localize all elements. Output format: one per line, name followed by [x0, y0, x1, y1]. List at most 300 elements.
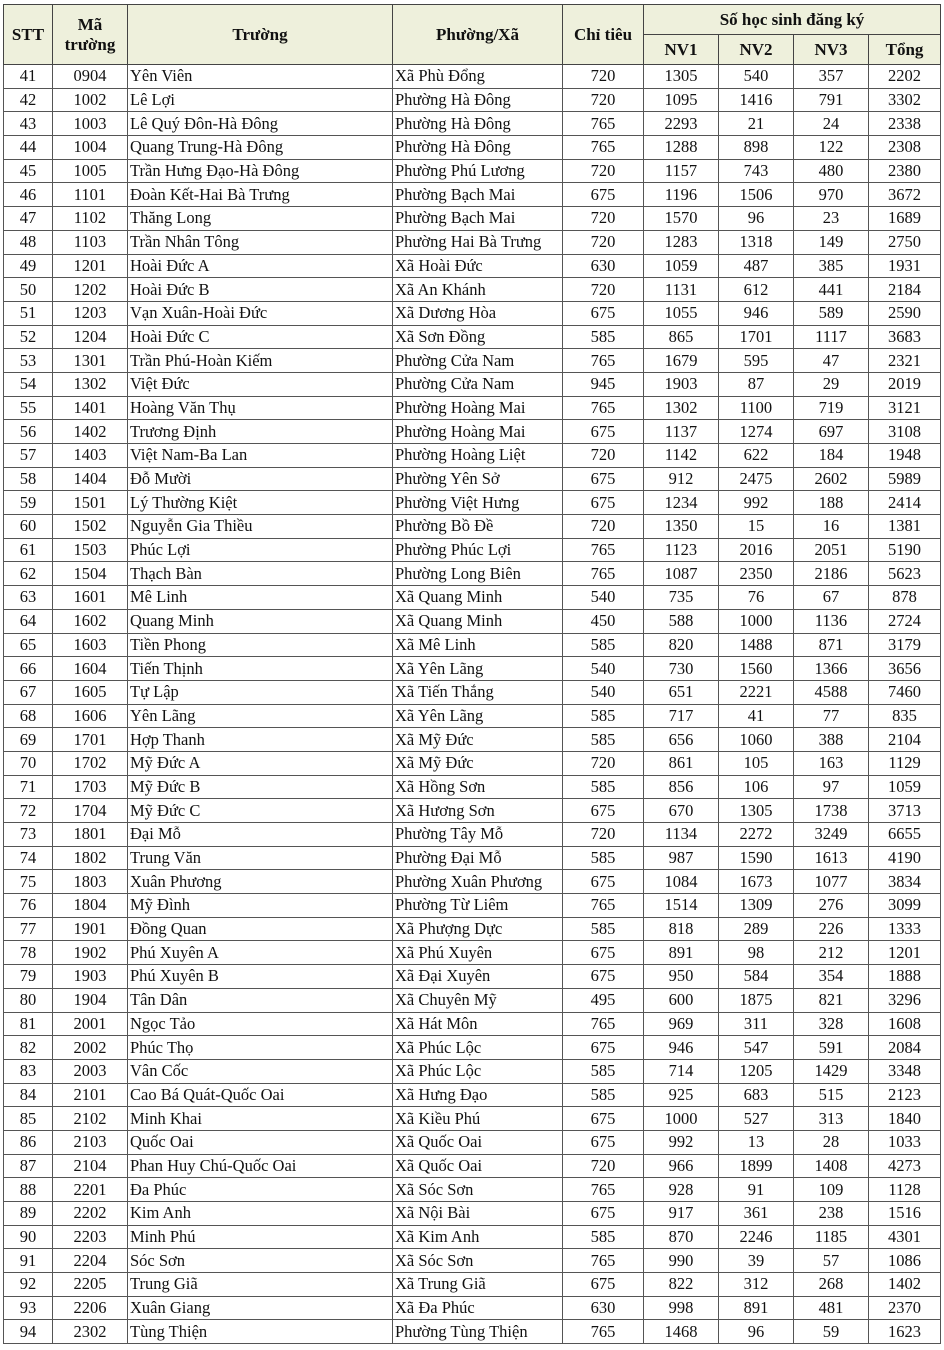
- cell-phuong-xa: Xã Quốc Oai: [393, 1130, 563, 1154]
- cell-phuong-xa: Phường Cửa Nam: [393, 372, 563, 396]
- cell-nv2: 487: [719, 254, 794, 278]
- cell-phuong-xa: Phường Hai Bà Trưng: [393, 230, 563, 254]
- cell-nv3: 268: [794, 1273, 869, 1297]
- cell-nv2: 743: [719, 159, 794, 183]
- cell-phuong-xa: Xã Dương Hòa: [393, 301, 563, 325]
- cell-stt: 89: [4, 1202, 53, 1226]
- cell-stt: 61: [4, 538, 53, 562]
- cell-nv1: 1123: [644, 538, 719, 562]
- table-row: [4, 159, 941, 183]
- cell-truong: Phú Xuyên A: [128, 941, 393, 965]
- cell-stt: 81: [4, 1012, 53, 1036]
- cell-truong: Mỹ Đức C: [128, 799, 393, 823]
- table-body: [4, 65, 941, 1344]
- cell-truong: Mỹ Đình: [128, 894, 393, 918]
- cell-ma-truong: 1602: [53, 609, 128, 633]
- cell-phuong-xa: Xã Yên Lãng: [393, 657, 563, 681]
- cell-nv2: 1100: [719, 396, 794, 420]
- cell-chi-tieu: 585: [563, 1225, 644, 1249]
- table-row: [4, 1249, 941, 1273]
- cell-tong: 3099: [869, 894, 941, 918]
- cell-phuong-xa: Xã Phù Đổng: [393, 65, 563, 89]
- cell-nv2: 898: [719, 136, 794, 160]
- cell-phuong-xa: Xã Tiến Thắng: [393, 680, 563, 704]
- cell-nv1: 670: [644, 799, 719, 823]
- cell-nv1: 822: [644, 1273, 719, 1297]
- cell-ma-truong: 1801: [53, 823, 128, 847]
- cell-tong: 1333: [869, 917, 941, 941]
- cell-nv1: 1055: [644, 301, 719, 325]
- cell-truong: Trương Định: [128, 420, 393, 444]
- table-row: [4, 254, 941, 278]
- cell-chi-tieu: 585: [563, 1059, 644, 1083]
- header-stt: STT: [4, 5, 53, 65]
- cell-tong: 3656: [869, 657, 941, 681]
- cell-nv3: 388: [794, 728, 869, 752]
- cell-chi-tieu: 720: [563, 1154, 644, 1178]
- cell-chi-tieu: 675: [563, 1036, 644, 1060]
- cell-stt: 74: [4, 846, 53, 870]
- cell-truong: Minh Phú: [128, 1225, 393, 1249]
- cell-tong: 1128: [869, 1178, 941, 1202]
- cell-nv3: 441: [794, 278, 869, 302]
- cell-stt: 87: [4, 1154, 53, 1178]
- cell-ma-truong: 1501: [53, 491, 128, 515]
- cell-chi-tieu: 540: [563, 680, 644, 704]
- table-row: [4, 230, 941, 254]
- cell-tong: 2321: [869, 349, 941, 373]
- cell-truong: Hợp Thanh: [128, 728, 393, 752]
- cell-tong: 5989: [869, 467, 941, 491]
- cell-ma-truong: 1204: [53, 325, 128, 349]
- cell-nv1: 969: [644, 1012, 719, 1036]
- cell-phuong-xa: Xã Quang Minh: [393, 586, 563, 610]
- cell-chi-tieu: 540: [563, 586, 644, 610]
- table-row: [4, 1083, 941, 1107]
- cell-phuong-xa: Phường Phúc Lợi: [393, 538, 563, 562]
- cell-nv1: 1283: [644, 230, 719, 254]
- cell-ma-truong: 1103: [53, 230, 128, 254]
- cell-nv2: 1205: [719, 1059, 794, 1083]
- cell-ma-truong: 1903: [53, 965, 128, 989]
- cell-ma-truong: 2204: [53, 1249, 128, 1273]
- table-header: [4, 5, 941, 65]
- cell-nv2: 105: [719, 751, 794, 775]
- cell-nv2: 91: [719, 1178, 794, 1202]
- cell-tong: 1033: [869, 1130, 941, 1154]
- cell-phuong-xa: Phường Bạch Mai: [393, 183, 563, 207]
- cell-stt: 75: [4, 870, 53, 894]
- cell-ma-truong: 1401: [53, 396, 128, 420]
- cell-truong: Vạn Xuân-Hoài Đức: [128, 301, 393, 325]
- cell-chi-tieu: 675: [563, 870, 644, 894]
- cell-nv1: 1087: [644, 562, 719, 586]
- cell-nv3: 821: [794, 988, 869, 1012]
- cell-truong: Tự Lập: [128, 680, 393, 704]
- cell-nv3: 4588: [794, 680, 869, 704]
- cell-tong: 3108: [869, 420, 941, 444]
- cell-truong: Thăng Long: [128, 207, 393, 231]
- header-nv1: NV1: [644, 35, 719, 65]
- cell-nv2: 2272: [719, 823, 794, 847]
- cell-ma-truong: 2103: [53, 1130, 128, 1154]
- cell-nv2: 1560: [719, 657, 794, 681]
- table-row: [4, 1154, 941, 1178]
- cell-ma-truong: 1502: [53, 515, 128, 539]
- cell-tong: 1402: [869, 1273, 941, 1297]
- cell-nv3: 791: [794, 88, 869, 112]
- cell-nv2: 98: [719, 941, 794, 965]
- cell-nv2: 595: [719, 349, 794, 373]
- cell-chi-tieu: 675: [563, 183, 644, 207]
- cell-tong: 3672: [869, 183, 941, 207]
- cell-nv1: 1131: [644, 278, 719, 302]
- cell-ma-truong: 1404: [53, 467, 128, 491]
- cell-truong: Phúc Thọ: [128, 1036, 393, 1060]
- cell-stt: 47: [4, 207, 53, 231]
- cell-chi-tieu: 765: [563, 1012, 644, 1036]
- cell-nv1: 588: [644, 609, 719, 633]
- table-row: [4, 1059, 941, 1083]
- cell-chi-tieu: 495: [563, 988, 644, 1012]
- cell-tong: 5190: [869, 538, 941, 562]
- cell-phuong-xa: Xã Đại Xuyên: [393, 965, 563, 989]
- cell-tong: 1689: [869, 207, 941, 231]
- cell-nv1: 925: [644, 1083, 719, 1107]
- cell-truong: Việt Đức: [128, 372, 393, 396]
- cell-truong: Đỗ Mười: [128, 467, 393, 491]
- cell-stt: 70: [4, 751, 53, 775]
- cell-chi-tieu: 720: [563, 230, 644, 254]
- cell-nv2: 1274: [719, 420, 794, 444]
- cell-tong: 1948: [869, 444, 941, 468]
- cell-nv3: 480: [794, 159, 869, 183]
- cell-chi-tieu: 765: [563, 1320, 644, 1344]
- cell-tong: 1381: [869, 515, 941, 539]
- cell-nv2: 289: [719, 917, 794, 941]
- cell-truong: Trần Nhân Tông: [128, 230, 393, 254]
- cell-tong: 1931: [869, 254, 941, 278]
- cell-truong: Phúc Lợi: [128, 538, 393, 562]
- cell-ma-truong: 2205: [53, 1273, 128, 1297]
- cell-phuong-xa: Xã Mê Linh: [393, 633, 563, 657]
- table-row: [4, 870, 941, 894]
- cell-phuong-xa: Xã Hương Sơn: [393, 799, 563, 823]
- cell-stt: 94: [4, 1320, 53, 1344]
- cell-phuong-xa: Xã Quốc Oai: [393, 1154, 563, 1178]
- table-row: [4, 704, 941, 728]
- cell-chi-tieu: 720: [563, 88, 644, 112]
- cell-truong: Xuân Giang: [128, 1296, 393, 1320]
- cell-ma-truong: 2003: [53, 1059, 128, 1083]
- cell-nv3: 24: [794, 112, 869, 136]
- cell-truong: Kim Anh: [128, 1202, 393, 1226]
- cell-truong: Yên Lãng: [128, 704, 393, 728]
- cell-nv3: 67: [794, 586, 869, 610]
- cell-stt: 71: [4, 775, 53, 799]
- cell-ma-truong: 1003: [53, 112, 128, 136]
- cell-nv3: 871: [794, 633, 869, 657]
- cell-truong: Quang Trung-Hà Đông: [128, 136, 393, 160]
- cell-nv3: 1185: [794, 1225, 869, 1249]
- cell-stt: 66: [4, 657, 53, 681]
- cell-ma-truong: 1606: [53, 704, 128, 728]
- table-row: [4, 1036, 941, 1060]
- cell-chi-tieu: 720: [563, 207, 644, 231]
- cell-phuong-xa: Xã Mỹ Đức: [393, 751, 563, 775]
- cell-nv1: 966: [644, 1154, 719, 1178]
- cell-tong: 2308: [869, 136, 941, 160]
- cell-nv1: 856: [644, 775, 719, 799]
- cell-stt: 85: [4, 1107, 53, 1131]
- cell-chi-tieu: 585: [563, 325, 644, 349]
- cell-ma-truong: 2302: [53, 1320, 128, 1344]
- cell-nv1: 1142: [644, 444, 719, 468]
- cell-nv2: 1305: [719, 799, 794, 823]
- cell-ma-truong: 1604: [53, 657, 128, 681]
- cell-nv1: 600: [644, 988, 719, 1012]
- cell-phuong-xa: Xã Phú Xuyên: [393, 941, 563, 965]
- cell-nv1: 1468: [644, 1320, 719, 1344]
- cell-nv1: 917: [644, 1202, 719, 1226]
- cell-chi-tieu: 630: [563, 1296, 644, 1320]
- cell-stt: 57: [4, 444, 53, 468]
- cell-tong: 3296: [869, 988, 941, 1012]
- cell-nv1: 730: [644, 657, 719, 681]
- cell-nv3: 212: [794, 941, 869, 965]
- cell-tong: 1888: [869, 965, 941, 989]
- table-row: [4, 988, 941, 1012]
- cell-nv2: 1590: [719, 846, 794, 870]
- cell-phuong-xa: Phường Phú Lương: [393, 159, 563, 183]
- cell-phuong-xa: Xã Sơn Đồng: [393, 325, 563, 349]
- cell-truong: Ngọc Tảo: [128, 1012, 393, 1036]
- cell-ma-truong: 1901: [53, 917, 128, 941]
- header-nv2: NV2: [719, 35, 794, 65]
- cell-chi-tieu: 675: [563, 420, 644, 444]
- table-row: [4, 728, 941, 752]
- cell-stt: 51: [4, 301, 53, 325]
- cell-truong: Phú Xuyên B: [128, 965, 393, 989]
- cell-truong: Đại Mỗ: [128, 823, 393, 847]
- cell-ma-truong: 2002: [53, 1036, 128, 1060]
- cell-truong: Phan Huy Chú-Quốc Oai: [128, 1154, 393, 1178]
- cell-nv3: 328: [794, 1012, 869, 1036]
- cell-stt: 43: [4, 112, 53, 136]
- table-row: [4, 633, 941, 657]
- cell-phuong-xa: Xã Yên Lãng: [393, 704, 563, 728]
- cell-truong: Tiến Thịnh: [128, 657, 393, 681]
- cell-ma-truong: 1101: [53, 183, 128, 207]
- cell-nv3: 122: [794, 136, 869, 160]
- cell-chi-tieu: 675: [563, 491, 644, 515]
- table-row: [4, 1320, 941, 1344]
- cell-ma-truong: 1701: [53, 728, 128, 752]
- cell-nv3: 97: [794, 775, 869, 799]
- cell-stt: 68: [4, 704, 53, 728]
- cell-chi-tieu: 720: [563, 751, 644, 775]
- cell-nv1: 865: [644, 325, 719, 349]
- cell-nv1: 1000: [644, 1107, 719, 1131]
- cell-tong: 1201: [869, 941, 941, 965]
- cell-chi-tieu: 765: [563, 894, 644, 918]
- cell-phuong-xa: Xã Kim Anh: [393, 1225, 563, 1249]
- cell-chi-tieu: 675: [563, 799, 644, 823]
- cell-chi-tieu: 675: [563, 1202, 644, 1226]
- cell-tong: 2104: [869, 728, 941, 752]
- cell-truong: Yên Viên: [128, 65, 393, 89]
- cell-nv1: 1084: [644, 870, 719, 894]
- cell-stt: 52: [4, 325, 53, 349]
- table-row: [4, 207, 941, 231]
- cell-nv1: 950: [644, 965, 719, 989]
- cell-tong: 3348: [869, 1059, 941, 1083]
- cell-ma-truong: 2104: [53, 1154, 128, 1178]
- cell-nv3: 589: [794, 301, 869, 325]
- cell-tong: 1129: [869, 751, 941, 775]
- cell-nv2: 612: [719, 278, 794, 302]
- cell-nv2: 2350: [719, 562, 794, 586]
- cell-tong: 1840: [869, 1107, 941, 1131]
- cell-nv1: 1903: [644, 372, 719, 396]
- table-row: [4, 917, 941, 941]
- cell-nv3: 357: [794, 65, 869, 89]
- cell-phuong-xa: Phường Từ Liêm: [393, 894, 563, 918]
- cell-stt: 83: [4, 1059, 53, 1083]
- table-row: [4, 799, 941, 823]
- cell-chi-tieu: 585: [563, 846, 644, 870]
- cell-nv3: 1408: [794, 1154, 869, 1178]
- cell-nv3: 1136: [794, 609, 869, 633]
- cell-tong: 2338: [869, 112, 941, 136]
- cell-truong: Minh Khai: [128, 1107, 393, 1131]
- cell-nv2: 2221: [719, 680, 794, 704]
- table-row: [4, 823, 941, 847]
- cell-phuong-xa: Xã Trung Giã: [393, 1273, 563, 1297]
- cell-nv1: 946: [644, 1036, 719, 1060]
- cell-nv1: 1059: [644, 254, 719, 278]
- cell-phuong-xa: Phường Yên Sở: [393, 467, 563, 491]
- cell-chi-tieu: 585: [563, 917, 644, 941]
- cell-nv2: 683: [719, 1083, 794, 1107]
- cell-nv1: 714: [644, 1059, 719, 1083]
- cell-nv1: 1134: [644, 823, 719, 847]
- cell-stt: 88: [4, 1178, 53, 1202]
- cell-truong: Đồng Quan: [128, 917, 393, 941]
- cell-truong: Thạch Bàn: [128, 562, 393, 586]
- cell-stt: 65: [4, 633, 53, 657]
- cell-nv2: 361: [719, 1202, 794, 1226]
- cell-ma-truong: 1504: [53, 562, 128, 586]
- cell-tong: 3179: [869, 633, 941, 657]
- table-row: [4, 420, 941, 444]
- cell-tong: 2202: [869, 65, 941, 89]
- cell-nv2: 584: [719, 965, 794, 989]
- cell-phuong-xa: Phường Hà Đông: [393, 88, 563, 112]
- cell-stt: 59: [4, 491, 53, 515]
- cell-truong: Hoài Đức C: [128, 325, 393, 349]
- cell-nv3: 354: [794, 965, 869, 989]
- cell-nv1: 1514: [644, 894, 719, 918]
- cell-nv2: 1488: [719, 633, 794, 657]
- cell-tong: 3683: [869, 325, 941, 349]
- cell-chi-tieu: 765: [563, 538, 644, 562]
- cell-ma-truong: 1605: [53, 680, 128, 704]
- cell-nv1: 1234: [644, 491, 719, 515]
- cell-nv3: 385: [794, 254, 869, 278]
- cell-ma-truong: 1102: [53, 207, 128, 231]
- cell-tong: 2019: [869, 372, 941, 396]
- cell-phuong-xa: Xã Đa Phúc: [393, 1296, 563, 1320]
- cell-phuong-xa: Xã Hồng Sơn: [393, 775, 563, 799]
- cell-phuong-xa: Phường Tây Mỗ: [393, 823, 563, 847]
- cell-truong: Đoàn Kết-Hai Bà Trưng: [128, 183, 393, 207]
- cell-nv2: 106: [719, 775, 794, 799]
- header-tong: Tổng: [869, 35, 941, 65]
- cell-phuong-xa: Xã Phúc Lộc: [393, 1059, 563, 1083]
- cell-phuong-xa: Xã Kiều Phú: [393, 1107, 563, 1131]
- table-row: [4, 278, 941, 302]
- cell-ma-truong: 1603: [53, 633, 128, 657]
- table-row: [4, 325, 941, 349]
- table-row: [4, 65, 941, 89]
- cell-phuong-xa: Xã Mỹ Đức: [393, 728, 563, 752]
- cell-nv2: 1000: [719, 609, 794, 633]
- table-row: [4, 751, 941, 775]
- cell-nv1: 717: [644, 704, 719, 728]
- cell-truong: Mỹ Đức A: [128, 751, 393, 775]
- cell-stt: 53: [4, 349, 53, 373]
- cell-nv2: 1701: [719, 325, 794, 349]
- table-row: [4, 609, 941, 633]
- table-row: [4, 491, 941, 515]
- cell-truong: Mỹ Đức B: [128, 775, 393, 799]
- cell-truong: Trần Phú-Hoàn Kiếm: [128, 349, 393, 373]
- table-row: [4, 349, 941, 373]
- cell-nv1: 990: [644, 1249, 719, 1273]
- cell-nv3: 970: [794, 183, 869, 207]
- cell-tong: 4190: [869, 846, 941, 870]
- cell-ma-truong: 1002: [53, 88, 128, 112]
- cell-stt: 91: [4, 1249, 53, 1273]
- cell-stt: 60: [4, 515, 53, 539]
- table-row: [4, 467, 941, 491]
- cell-stt: 79: [4, 965, 53, 989]
- header-phuong-xa: Phường/Xã: [393, 5, 563, 65]
- cell-chi-tieu: 765: [563, 112, 644, 136]
- cell-chi-tieu: 720: [563, 65, 644, 89]
- cell-nv2: 1309: [719, 894, 794, 918]
- cell-chi-tieu: 450: [563, 609, 644, 633]
- cell-truong: Mê Linh: [128, 586, 393, 610]
- cell-stt: 63: [4, 586, 53, 610]
- cell-phuong-xa: Xã Nội Bài: [393, 1202, 563, 1226]
- cell-nv2: 15: [719, 515, 794, 539]
- table-row: [4, 1107, 941, 1131]
- cell-nv2: 1416: [719, 88, 794, 112]
- cell-stt: 84: [4, 1083, 53, 1107]
- cell-phuong-xa: Phường Cửa Nam: [393, 349, 563, 373]
- cell-nv3: 226: [794, 917, 869, 941]
- cell-chi-tieu: 675: [563, 1107, 644, 1131]
- cell-truong: Trung Giã: [128, 1273, 393, 1297]
- cell-nv3: 2186: [794, 562, 869, 586]
- cell-ma-truong: 1302: [53, 372, 128, 396]
- cell-stt: 46: [4, 183, 53, 207]
- cell-nv2: 2246: [719, 1225, 794, 1249]
- cell-phuong-xa: Xã Quang Minh: [393, 609, 563, 633]
- cell-stt: 69: [4, 728, 53, 752]
